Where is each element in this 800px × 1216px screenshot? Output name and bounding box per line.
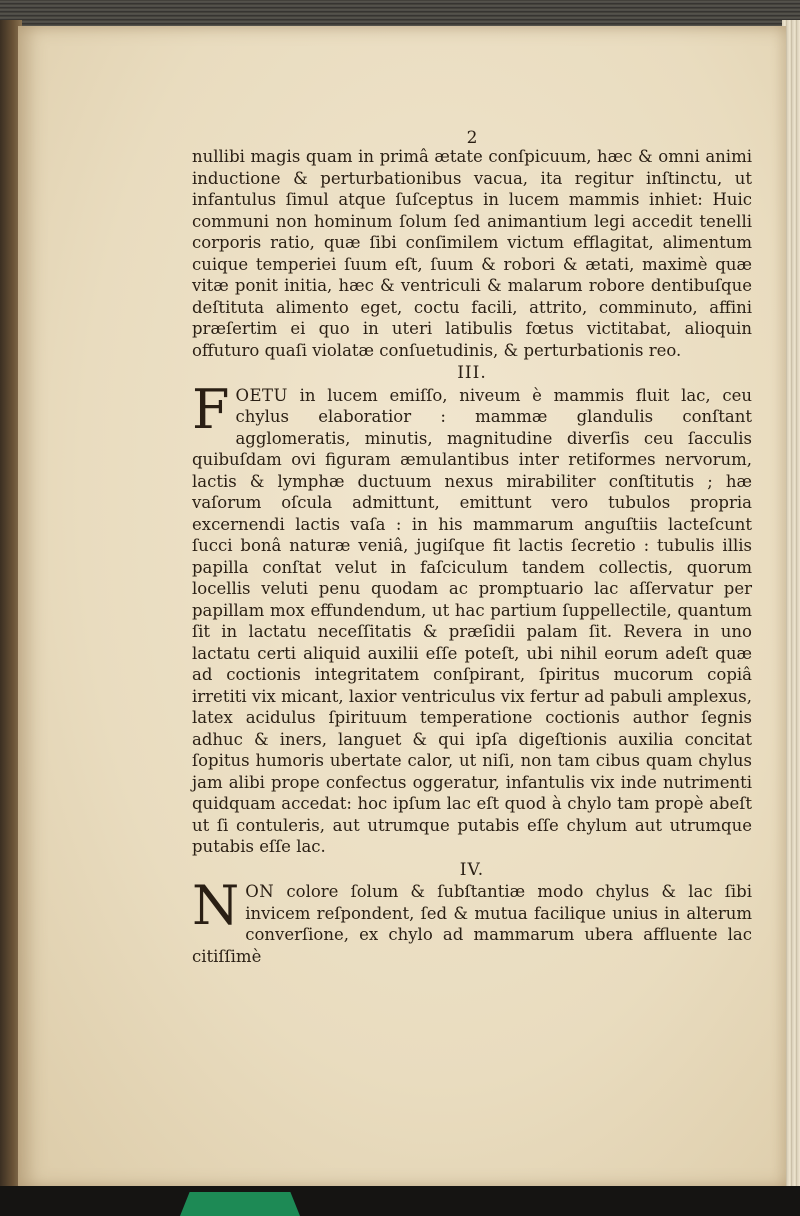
section-4-text: colore ſolum & ſubſtantiæ modo chylus & lac ſibi invicem reſpondent, ſed & mutua facilique unius in alterum converſione, ex chylo ad mammarum ubera affluente lac citiſſimè	[192, 882, 752, 966]
section-heading-3: III.	[457, 363, 487, 383]
section-3-text: in lucem emiſſo, niveum è mammis fluit lac, ceu chylus elaboratior : mammæ glandulis conſtant agglomeratis, minutis, magnitudine diverſis ceu ſacculis quibuſdam ovi figuram æmulantibus inter retiformes nervorum, lactis & lymphæ ductuum nexus mirabiliter conſtitutis ; hæ vaſorum oſcula admittunt, emittunt vero tubulos propria excernendi lactis vaſa : in his mammarum anguſtiis lacteſcunt ſucci bonâ naturæ veniâ, jugiſque fit lactis ſecretio : tubulis illis papilla conſtat velut in faſciculum tandem collectis, quorum locellis veluti penu quodam ac promptuario lac aſſervatur per papillam mox effundendum, ut hac partium ſuppellectile, quantum ſit in lactatu neceſſitatis & præſidii palam ſit. Revera in uno lactatu certi aliquid auxilii eſſe poteſt, ubi nihil eorum adeſt quæ ad coctionis integritatem conſpirant, ſpiritus mucorum copiâ irretiti vix micant, laxior ventriculus vix fertur ad pabuli amplexus, latex acidulus ſpirituum temperatione coctionis author ſegnis adhuc & iners, languet & qui ipſa digeſtionis auxilia concitat ſopitus humoris ubertate calor, ut niſi, non tam cibus quam chylus jam alibi prope confectus oggeratur, infantulis vix inde nutrimenti quidquam accedat: hoc ipſum lac eſt quod à chylo tam propè abeſt ut ſi contuleris, aut utrumque putabis eſſe chylum aut utrumque putabis eſſe lac.	[192, 385, 752, 856]
paragraph-continuation: nullibi magis quam in primâ ætate conſpicuum, hæc & omni animi inductione & perturbationibus vacua, ita regitur inſtinctu, ut infantulus ſimul atque ſuſceptus in lucem mammis inhiet: Huic communi non hominum ſolum ſed animantium legi accedit tenelli corporis ratio, quæ ſibi conſimilem victum efflagitat, alimentum cuique temperiei ſuum eſt, ſuum & robori & ætati, maximè quæ vitæ ponit initia, hæc & ventriculi & malarum robore dentibuſque deſtituta alimento eget, coctu facili, attrito, comminuto, affini præſertim ei quo in uteri latibulis fœtus victitabat, alioquin offuturo quaſi violatæ conſuetudinis, & perturbationis reo.	[192, 147, 752, 360]
section-3-lead-word: OETU	[235, 385, 288, 405]
page-text	[192, 128, 752, 967]
section-4-lead-word: ON	[245, 882, 275, 901]
drop-cap-f: F	[192, 377, 230, 441]
section-4-paragraph	[192, 874, 752, 967]
drop-cap-n: N	[192, 874, 240, 937]
page-number: 2	[466, 128, 478, 148]
bottom-dark-area	[0, 1186, 800, 1216]
section-heading-4: IV.	[459, 859, 485, 880]
green-bookmark-tab	[180, 1192, 300, 1216]
section-3-paragraph	[192, 377, 752, 858]
